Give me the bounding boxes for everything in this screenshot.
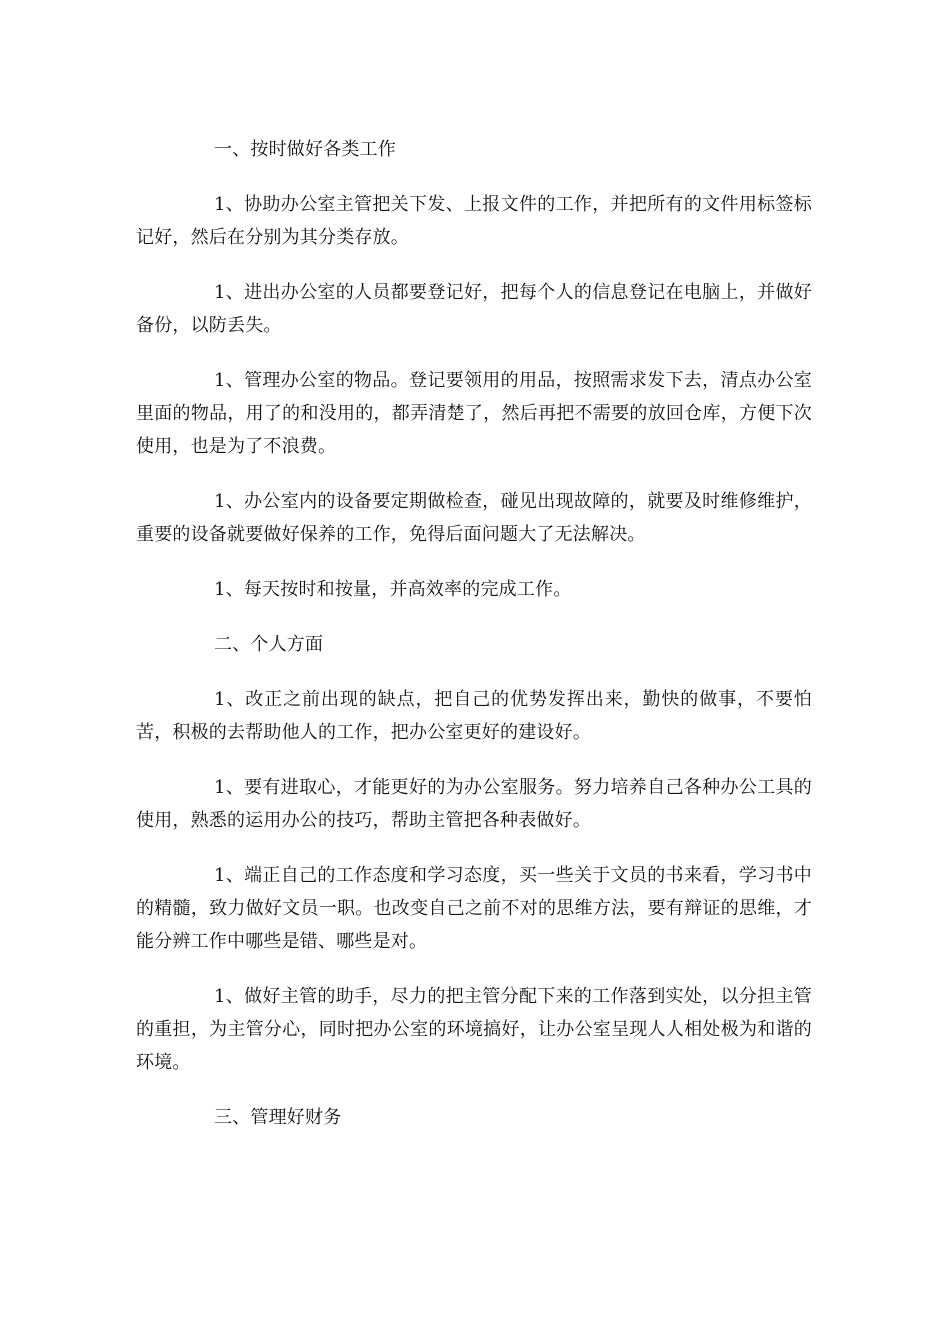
paragraph: 1、端正自己的工作态度和学习态度，买一些关于文员的书来看，学习书中的精髓，致力做好文员一职。也改变自己之前不对的思维方法，要有辩证的思维，才能分辨工作中哪些是错、哪些是对。 — [136, 865, 812, 952]
paragraph: 1、办公室内的设备要定期做检查，碰见出现故障的，就要及时维修维护，重要的设备就要做好保养的工作，免得后面问题大了无法解决。 — [136, 491, 812, 545]
document-body — [136, 133, 812, 1134]
section-heading-2: 二、个人方面 — [214, 634, 324, 655]
section-heading-3: 三、管理好财务 — [214, 1107, 342, 1128]
paragraph: 1、每天按时和按量，并高效率的完成工作。 — [214, 579, 572, 600]
paragraph: 1、改正之前出现的缺点，把自己的优势发挥出来，勤快的做事，不要怕苦，积极的去帮助他人的工作，把办公室更好的建设好。 — [136, 689, 812, 743]
paragraph: 1、管理办公室的物品。登记要领用的用品，按照需求发下去，清点办公室里面的物品，用了的和没用的，都弄清楚了，然后再把不需要的放回仓库，方便下次使用，也是为了不浪费。 — [136, 370, 812, 457]
paragraph: 1、要有进取心，才能更好的为办公室服务。努力培养自己各种办公工具的使用，熟悉的运用办公的技巧，帮助主管把各种表做好。 — [136, 777, 812, 831]
section-heading-1: 一、按时做好各类工作 — [214, 139, 396, 160]
paragraph: 1、做好主管的助手，尽力的把主管分配下来的工作落到实处，以分担主管的重担，为主管分心，同时把办公室的环境搞好，让办公室呈现人人相处极为和谐的环境。 — [136, 986, 812, 1073]
paragraph: 1、协助办公室主管把关下发、上报文件的工作，并把所有的文件用标签标记好，然后在分别为其分类存放。 — [136, 194, 812, 248]
paragraph: 1、进出办公室的人员都要登记好，把每个人的信息登记在电脑上，并做好备份，以防丢失。 — [136, 282, 812, 336]
